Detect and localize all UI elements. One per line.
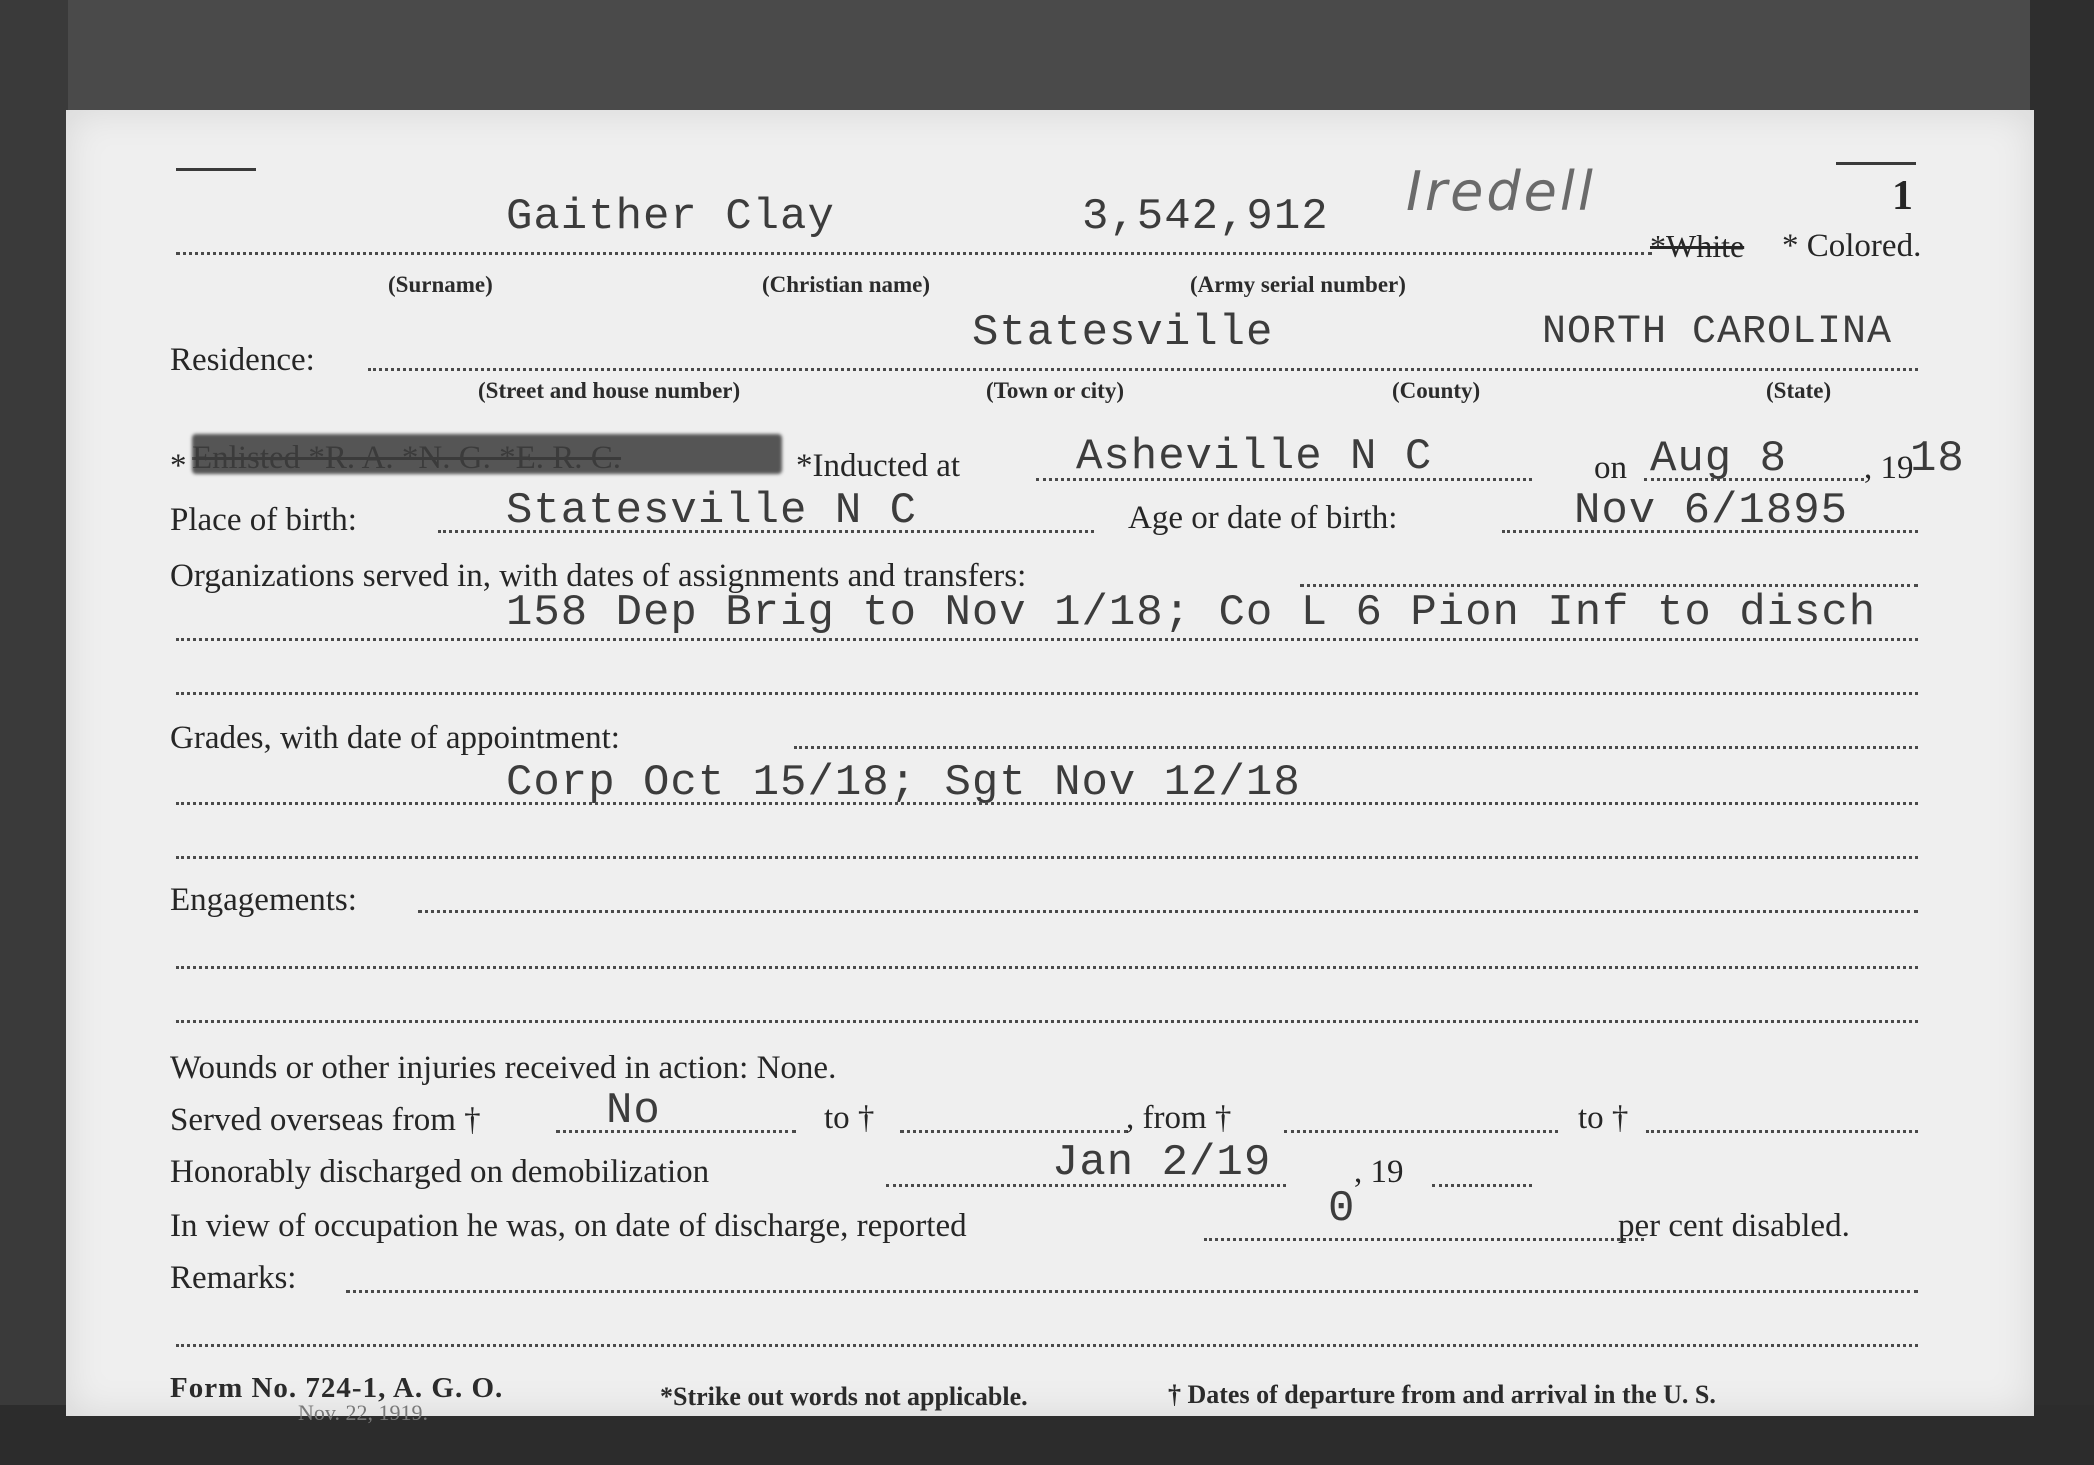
caption-county: (County) — [1392, 378, 1481, 403]
birth-date-label: Age or date of birth: — [1128, 500, 1398, 536]
overseas-to-line — [900, 1130, 1128, 1133]
army-serial-number: 3,542,912 — [1082, 192, 1329, 242]
race-colored: * Colored. — [1782, 228, 1922, 264]
engagements-line-1 — [418, 910, 1918, 913]
caption-state: (State) — [1766, 378, 1832, 403]
name-line — [176, 252, 1652, 255]
engagements-line-3 — [176, 1020, 1918, 1023]
inducted-date-line — [1644, 478, 1864, 481]
form-date: Nov. 22, 1919. — [298, 1400, 428, 1425]
residence-town: Statesville — [972, 308, 1274, 358]
scanner-background-left — [0, 0, 68, 1465]
inducted-year-prefix: , 19 — [1864, 450, 1914, 486]
grades-line-2 — [176, 802, 1918, 805]
on-label: on — [1594, 450, 1627, 486]
discharge-date-line — [886, 1184, 1286, 1187]
top-right-rule — [1836, 162, 1916, 165]
organizations-line-2 — [176, 638, 1918, 641]
inducted-place: Asheville N C — [1076, 432, 1433, 482]
inducted-at-label: *Inducted at — [796, 448, 961, 484]
top-left-rule — [176, 168, 256, 171]
overseas-to2-line — [1646, 1130, 1918, 1133]
organizations-line-3 — [176, 692, 1918, 695]
overseas-to-label: to † — [824, 1100, 875, 1136]
inducted-year: 18 — [1910, 434, 1965, 484]
overseas-value: No — [606, 1086, 661, 1136]
organizations-line-1 — [1300, 584, 1918, 587]
footnote-strike-out: *Strike out words not applicable. — [660, 1382, 1028, 1411]
enlisted-star: * — [170, 448, 187, 484]
organizations-value: 158 Dep Brig to Nov 1/18; Co L 6 Pion Inf to disch — [506, 588, 1877, 638]
caption-christian-name: (Christian name) — [762, 272, 931, 297]
discharge-label: Honorably discharged on demobilization — [170, 1154, 710, 1190]
inducted-date: Aug 8 — [1650, 434, 1788, 484]
discharge-date: Jan 2/19 — [1052, 1138, 1272, 1188]
birth-date: Nov 6/1895 — [1574, 486, 1849, 536]
form-number: Form No. 724-1, A. G. O. — [170, 1372, 504, 1404]
grades-value: Corp Oct 15/18; Sgt Nov 12/18 — [506, 758, 1301, 808]
caption-surname: (Surname) — [388, 272, 493, 297]
scanner-background-right — [2030, 0, 2094, 1465]
overseas-to2-label: to † — [1578, 1100, 1629, 1136]
remarks-label: Remarks: — [170, 1260, 297, 1296]
disability-label: In view of occupation he was, on date of discharge, reported — [170, 1208, 967, 1244]
service-record-card — [66, 110, 2034, 1425]
disability-suffix: per cent disabled. — [1618, 1208, 1850, 1244]
engagements-label: Engagements: — [170, 882, 357, 918]
birth-place-label: Place of birth: — [170, 502, 357, 538]
residence-line — [368, 368, 1918, 371]
discharge-year-line — [1432, 1184, 1532, 1187]
organizations-label: Organizations served in, with dates of assignments and transfers: — [170, 558, 1027, 594]
residence-label: Residence: — [170, 342, 315, 378]
inducted-place-line — [1036, 478, 1532, 481]
overseas-from2-line — [1284, 1130, 1558, 1133]
wounds-label: Wounds or other injuries received in action: None. — [170, 1050, 837, 1086]
caption-army-serial: (Army serial number) — [1190, 272, 1406, 297]
overseas-from-label: Served overseas from † — [170, 1102, 481, 1138]
birth-place: Statesville N C — [506, 486, 918, 536]
caption-town: (Town or city) — [986, 378, 1124, 403]
county-handwritten: Iredell — [1406, 160, 1596, 223]
race-white-struck: *White — [1650, 228, 1745, 264]
remarks-line-1 — [346, 1290, 1918, 1293]
enlisted-options-struck: Enlisted *R. A. *N. G. *E. R. C. — [192, 440, 622, 476]
remarks-line-2 — [176, 1344, 1918, 1347]
disability-value: 0 — [1328, 1184, 1356, 1234]
residence-state: NORTH CAROLINA — [1542, 310, 1893, 355]
surname-and-given-name: Gaither Clay — [506, 192, 835, 242]
grades-line-3 — [176, 856, 1918, 859]
grades-label: Grades, with date of appointment: — [170, 720, 620, 756]
footnote-dates: † Dates of departure from and arrival in the U. S. — [1168, 1380, 1716, 1409]
disability-line — [1204, 1238, 1644, 1241]
overseas-from2-label: , from † — [1126, 1100, 1232, 1136]
grades-line-1 — [794, 746, 1918, 749]
overseas-from-line — [556, 1130, 796, 1133]
card-number: 1 — [1892, 173, 1913, 219]
birth-place-line — [438, 530, 1094, 533]
birth-date-line — [1502, 530, 1918, 533]
engagements-line-2 — [176, 966, 1918, 969]
discharge-year-prefix: , 19 — [1354, 1154, 1404, 1190]
caption-street: (Street and house number) — [478, 378, 741, 403]
